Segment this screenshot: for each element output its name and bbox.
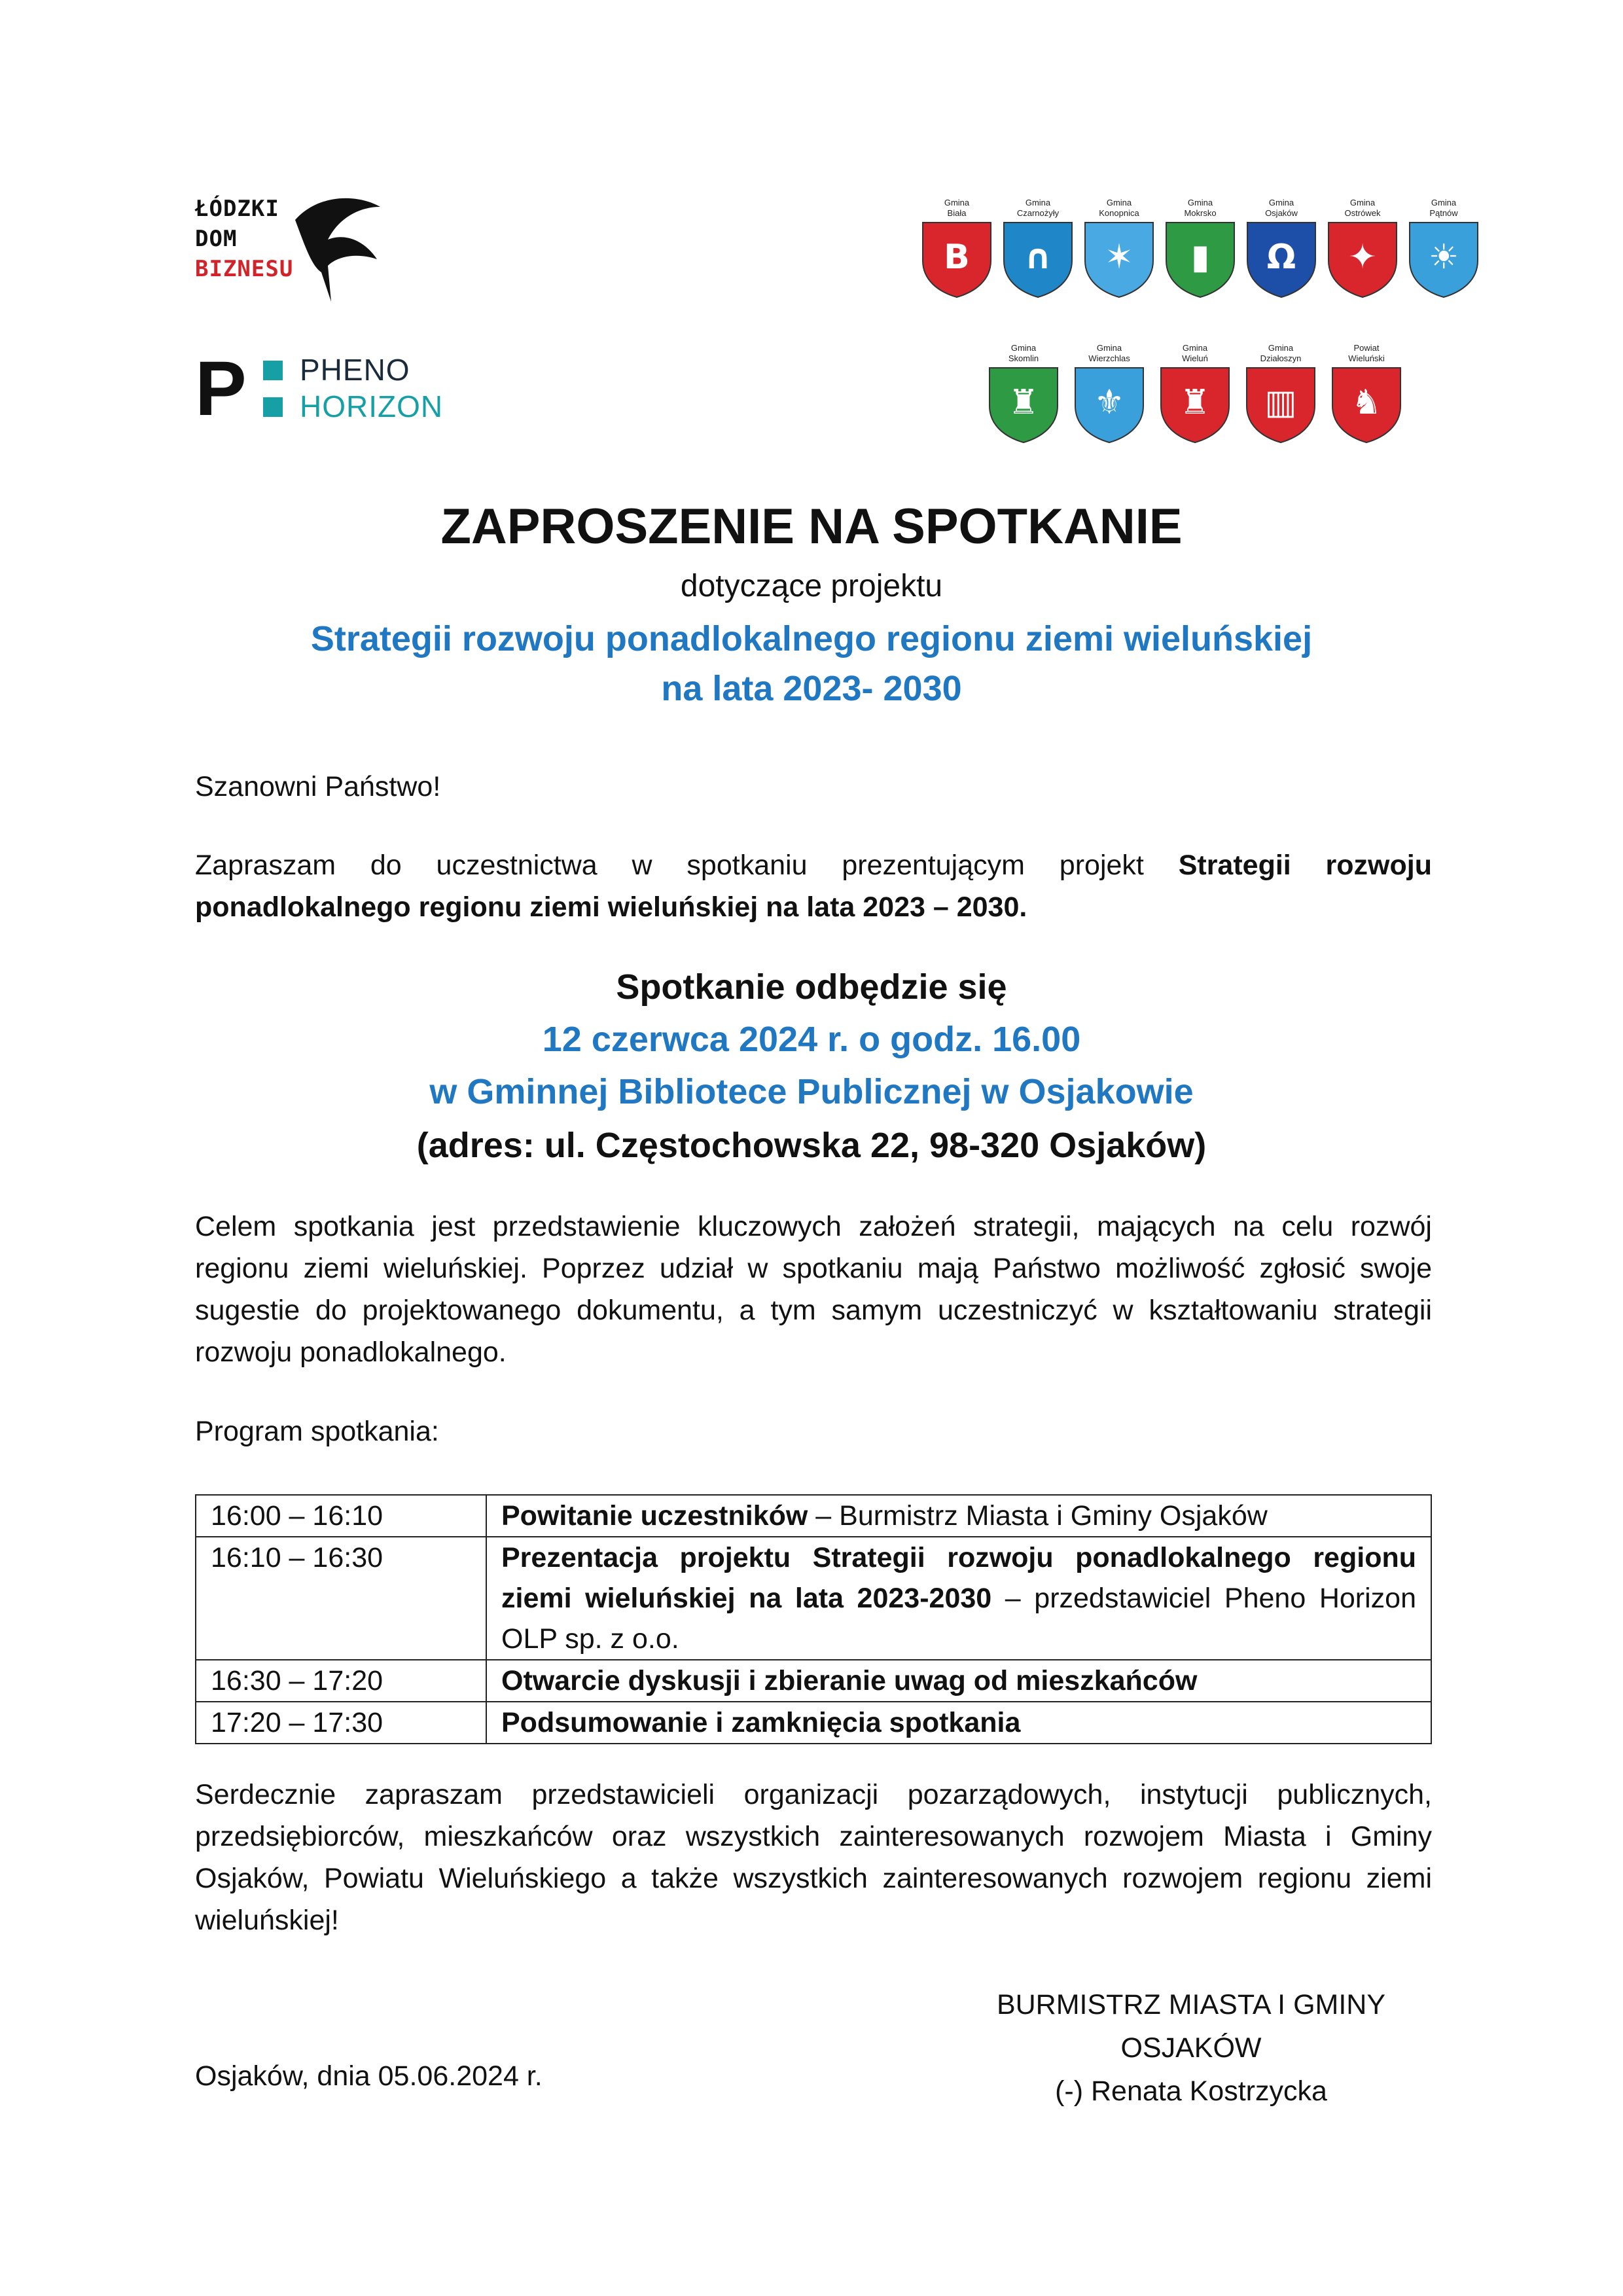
coat-caption-type: Gmina [1025,198,1051,207]
coat-of-arms [1242,196,1321,300]
horseshoe-shield-icon [1001,220,1075,300]
coat-caption-type: Gmina [1431,198,1457,207]
coat-caption [1161,196,1240,219]
place-date: Osjaków, dnia 05.06.2024 r. [195,2060,543,2092]
coat-caption-name: Działoszyn [1260,353,1302,363]
program-time: 16:30 – 17:20 [196,1660,486,1702]
project-title-line: na lata 2023- 2030 [661,669,962,708]
coat-caption-name: Konopnica [1099,208,1139,218]
logo-text-horizon: HORIZON [300,389,444,423]
coat-emblem: ✶ [1105,238,1133,277]
invite-bold-text: Strategii rozwoju ponadlokalnego regionu ziemi wieluńskiej na lata 2023 – 2030. [195,850,1432,923]
coat-of-arms [1327,342,1406,445]
coat-of-arms [1080,196,1158,300]
project-title-line: Strategii rozwoju ponadlokalnego regionu ziemi wieluńskiej [310,619,1313,658]
subtitle: dotyczące projektu [680,569,943,603]
purpose-paragraph: Celem spotkania jest przedstawienie kluczowych założeń strategii, mających na celu rozwój regionu ziemi wieluńskiej. Poprzez udział w spotkaniu mają Państwo możliwość zgłosić swoje sugestie do projektowanego dokumentu, a tym samym uczestniczyć w kształtowaniu strategii rozwoju ponadlokalnego. [195,1211,1432,1368]
invite-text: Zapraszam do uczestnictwa w spotkaniu prezentującym projekt [195,850,1179,881]
coat-caption-name: Wieluń [1182,353,1208,363]
program-item-title: Podsumowanie i zamknięcia spotkania [501,1707,1021,1738]
coat-caption [1327,342,1406,364]
coat-of-arms [918,196,996,300]
coat-caption [918,196,996,219]
coat-caption-name: Wierzchlas [1088,353,1130,363]
coat-emblem: ▮ [1190,238,1210,277]
sun-shield-icon [1407,220,1480,300]
coat-caption-type: Gmina [1349,198,1376,207]
program-item-title: Powitanie uczestników [501,1500,808,1532]
program-item-detail: – Burmistrz Miasta i Gminy Osjaków [808,1500,1268,1532]
castle-wall-shield-icon [1244,365,1317,445]
pheno-horizon-logo [195,346,470,432]
coat-caption [1242,196,1321,219]
program-item [486,1537,1431,1660]
coat-emblem: ♜ [1008,383,1039,422]
coat-caption-name: Biała [947,208,967,218]
coat-caption [1080,196,1158,219]
letter-b-shield-icon [920,220,993,300]
lodzki-dom-biznesu-logo [195,194,391,312]
signer-name: (-) Renata Kostrzycka [1055,2075,1327,2107]
coat-of-arms [1241,342,1320,445]
table-row [196,1537,1431,1660]
program-item [486,1495,1431,1537]
coat-emblem: ♞ [1351,383,1382,422]
logo-text-line: ŁÓDZKI [195,196,279,222]
coat-caption [984,342,1063,364]
coat-caption-type: Gmina [1187,198,1213,207]
table-row [196,1495,1431,1537]
coat-caption [999,196,1077,219]
program-item-detail: – przedstawiciel Pheno Horizon OLP sp. z o.o. [501,1583,1416,1655]
coat-caption-type: Gmina [1182,343,1208,353]
swallow-icon [292,194,383,305]
coat-caption-type: Gmina [1096,343,1122,353]
program-item [486,1660,1431,1702]
program-item-title: Prezentacja projektu Strategii rozwoju ponadlokalnego regionu ziemi wieluńskiej na lata 2023-2030 [501,1542,1416,1614]
invite-paragraph [195,844,1432,928]
coat-caption-name: Osjaków [1265,208,1298,218]
coat-caption-name: Pątnów [1429,208,1458,218]
coat-caption-name: Mokrsko [1184,208,1217,218]
program-time: 17:20 – 17:30 [196,1702,486,1744]
coat-emblem: B [944,238,970,277]
bird-shield-icon [1082,220,1156,300]
castle-tower-shield-icon [1158,365,1232,445]
page-title: ZAPROSZENIE NA SPOTKANIE [440,499,1183,554]
coat-caption [1156,342,1234,364]
coat-caption-type: Gmina [944,198,970,207]
coat-caption [1404,196,1483,219]
program-label: Program spotkania: [195,1416,439,1447]
coat-of-arms [1070,342,1149,445]
lamb-shield-icon [1330,365,1403,445]
coat-caption-name: Skomlin [1008,353,1039,363]
p-letter-icon: P [195,346,247,432]
coat-emblem: ▥ [1264,383,1297,422]
meeting-date: 12 czerwca 2024 r. o godz. 16.00 [542,1020,1081,1059]
coat-caption [1070,342,1149,364]
logo-text-line: BIZNESU [195,256,294,282]
coat-emblem: ☀ [1428,238,1459,277]
program-item-title: Otwarcie dyskusji i zbieranie uwag od mieszkańców [501,1665,1198,1696]
program-time: 16:10 – 16:30 [196,1537,486,1660]
coat-of-arms [1323,196,1402,300]
coat-caption-type: Gmina [1010,343,1037,353]
program-time: 16:00 – 16:10 [196,1495,486,1537]
teal-square-icon [263,361,283,380]
horseshoe-cross-shield-icon [1245,220,1318,300]
table-row [196,1702,1431,1744]
eagle-shield-icon [1326,220,1399,300]
meeting-address: (adres: ul. Częstochowska 22, 98-320 Osjaków) [416,1126,1207,1165]
coat-emblem: ∩ [1024,238,1052,277]
coat-emblem: ✦ [1348,238,1377,277]
coat-caption [1241,342,1320,364]
coat-caption-name: Czarnożyły [1016,208,1060,218]
coat-emblem: Ω [1266,238,1296,277]
logo-text-pheno: PHENO [300,353,410,387]
teal-square-icon [263,397,283,417]
coat-caption-type: Gmina [1268,343,1294,353]
coat-of-arms [984,342,1063,445]
signer-role: OSJAKÓW [1120,2032,1262,2064]
coat-of-arms [1404,196,1483,300]
meeting-heading: Spotkanie odbędzie się [616,967,1007,1007]
program-item [486,1702,1431,1744]
meeting-venue: w Gminnej Bibliotece Publicznej w Osjakowie [429,1072,1194,1111]
lighthouse-shield-icon [987,365,1060,445]
coat-emblem: ♜ [1179,383,1211,422]
coat-of-arms [1161,196,1240,300]
signer-role: BURMISTRZ MIASTA I GMINY [996,1989,1386,2020]
program-table [195,1494,1432,1744]
tower-shield-icon [1164,220,1237,300]
lily-shield-icon [1073,365,1146,445]
closing-paragraph: Serdecznie zapraszam przedstawicieli organizacji pozarządowych, instytucji publicznych, przedsiębiorców, mieszkańców oraz wszystkich zainteresowanych rozwojem Miasta i Gminy Osjaków, Powiatu Wieluńskiego a także wszystkich zainteresowanych rozwojem regionu ziemi wieluńskiej! [195,1779,1432,1936]
logo-text-line: DOM [195,226,238,252]
coat-caption-type: Gmina [1268,198,1294,207]
coat-of-arms [999,196,1077,300]
coat-of-arms [1156,342,1234,445]
coat-caption-type: Powiat [1353,343,1380,353]
coat-emblem: ⚜ [1094,383,1125,422]
coat-caption-type: Gmina [1106,198,1132,207]
table-row [196,1660,1431,1702]
coat-caption [1323,196,1402,219]
greeting: Szanowni Państwo! [195,771,441,802]
coat-caption-name: Ostrówek [1344,208,1381,218]
coats-of-arms [916,196,1492,471]
coat-caption-name: Wieluński [1348,353,1385,363]
